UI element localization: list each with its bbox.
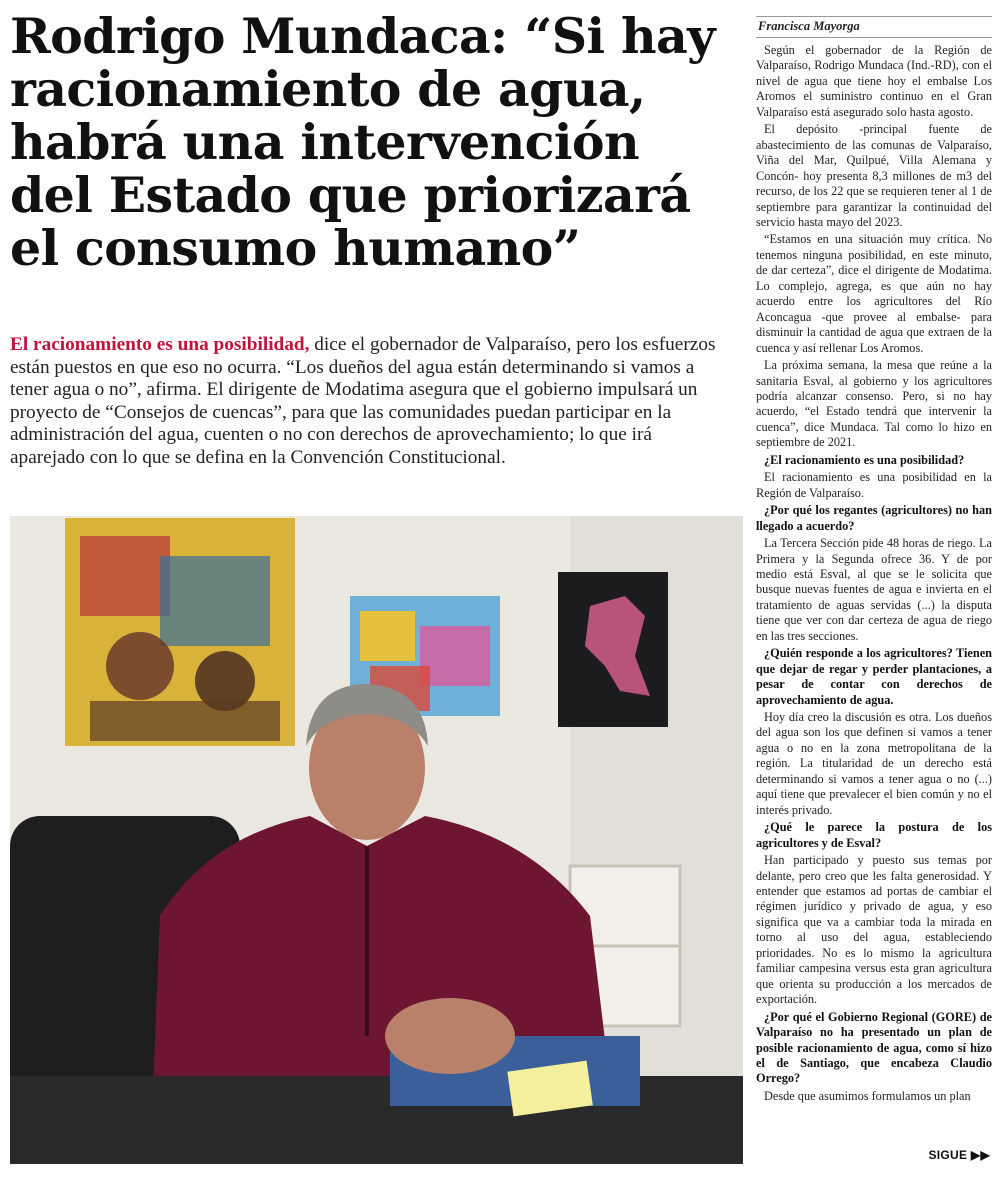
article-column (756, 16, 992, 1106)
continue-marker: SIGUE ▶▶ (928, 1148, 990, 1162)
headline: Rodrigo Mundaca: “Si hay racionamiento de agua, habrá una intervención del Estado que priorizará el consumo humano” (10, 7, 716, 277)
interview-question: ¿Por qué los regantes (agricultores) no han llegado a acuerdo? (756, 503, 992, 533)
body-paragraph: El depósito -principal fuente de abastecimiento de las comunas de Valparaíso, Viña del Mar, Quilpué, Villa Alemana y Concón- hoy presenta 8,3 millones de m3 del recurso, de los 22 que se requieren tener al 1 de septiembre para garantizar la continuidad del servicio hasta mayo del 2023. (756, 122, 992, 229)
body-paragraph: Hoy día creo la discusión es otra. Los dueños del agua son los que definen si vamos a tener agua o no en la zona metropolitana de la región. La titularidad de un derecho está determinando si vamos a tener agua o no (...) aquí tiene que prevalecer el bien común y no el interés privado. (756, 710, 992, 817)
body-paragraph: La próxima semana, la mesa que reúne a la sanitaria Esval, al gobierno y los agricultores podría alcanzar consenso. Pero, si no hay acuerdo, “el Estado tendrá que intervenir la cuenca”, dice Mundaca. Tal como lo hizo en septiembre de 2021. (756, 358, 992, 450)
lead-text: dice el gobernador de Valparaíso, pero los esfuerzos están puestos en que eso no ocurra. “Los dueños del agua están determinando si vamos a tener agua o no”, afirma. El dirigente de Modatima asegura que el gobierno impulsará un proyecto de “Consejos de cuencas”, para que las comunidades puedan participar en la administración del agua, cuenten o no con derechos de aprovechamiento; lo que irá aparejado con lo que se defina en la Convención Constitucional. (10, 334, 716, 468)
lead-paragraph (10, 334, 730, 469)
body-paragraph: La Tercera Sección pide 48 horas de riego. La Primera y la Segunda ofrece 36. Y de por medio está Esval, al que se le solicita que busque nuevas fuentes de agua e invierta en el tratamiento de aguas servidas (...) la disputa tiene que ver con dar certeza de agua de riego en las tres secciones. (756, 536, 992, 643)
interview-question: ¿Quién responde a los agricultores? Tienen que dejar de regar y perder plantaciones, a pesar de contar con derechos de aprovechamiento de agua. (756, 646, 992, 707)
body-paragraph: “Estamos en una situación muy crítica. No tenemos ninguna posibilidad, en este minuto, de dar certeza”, dice el dirigente de Modatima. Lo complejo, agrega, es que aún no hay acuerdo entre los agricultores del Río Aconcagua -que provee al embalse- para disminuir la cantidad de agua que extraen de la cuenca y así rellenar Los Aromos. (756, 232, 992, 355)
body-paragraph: Desde que asumimos formulamos un plan (764, 1088, 971, 1103)
body-paragraph: Según el gobernador de la Región de Valparaíso, Rodrigo Mundaca (Ind.-RD), con el nivel de agua que tiene hoy el embalse Los Aromos el suministro continuo en el Gran Valparaíso está asegurado solo hasta agosto. (756, 43, 992, 119)
interview-question: ¿Por qué el Gobierno Regional (GORE) de Valparaíso no ha presentado un plan de posible racionamiento de agua, como sí hizo el de Santiago, que encabeza Claudio Orrego? (756, 1009, 992, 1086)
article-body (756, 43, 992, 1104)
body-paragraph: El racionamiento es una posibilidad en la Región de Valparaíso. (756, 470, 992, 500)
interview-question: ¿Qué le parece la postura de los agricultores y de Esval? (756, 820, 992, 850)
interview-question: ¿El racionamiento es una posibilidad? (764, 452, 965, 467)
lead-highlight: El racionamiento es una posibilidad, (10, 334, 310, 355)
portrait-illustration (10, 516, 743, 1164)
byline: Francisca Mayorga (756, 16, 992, 38)
body-paragraph: Han participado y puesto sus temas por delante, pero creo que les falta generosidad. Y entender que estamos ad portas de cambiar el régimen jurídico y privado de agua, y eso significa que va a cambiar toda la mirada en torno al uso del agua, estableciendo prioridades. No es lo mismo la agricultura familiar campesina versus esta gran agricultura que orienta su producción a los mercados de exportación. (756, 853, 992, 1007)
portrait-photo (10, 516, 743, 1164)
